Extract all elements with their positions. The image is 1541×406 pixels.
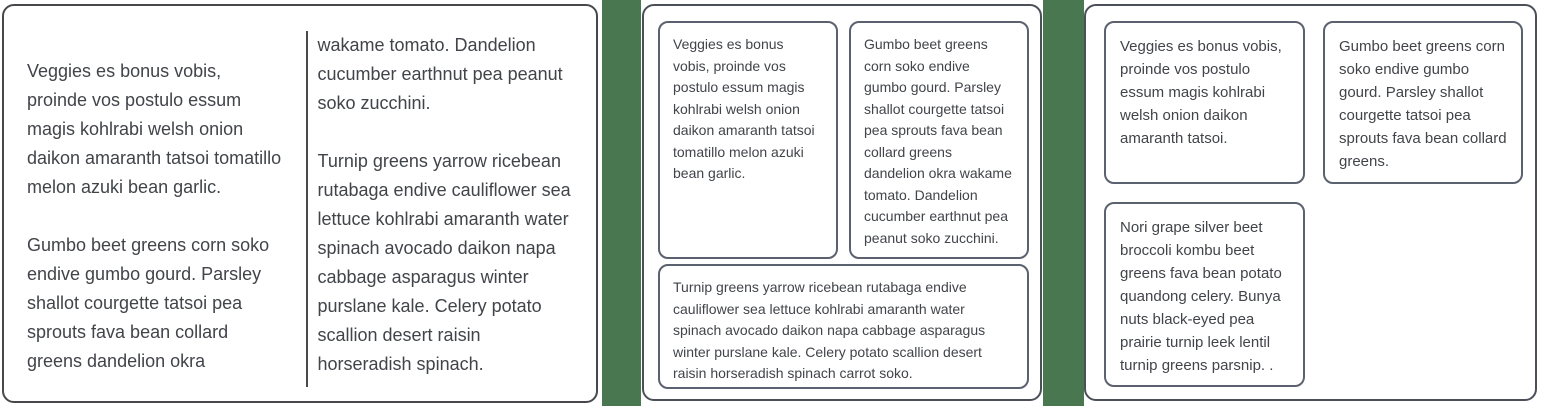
grid-card-container (1084, 4, 1537, 401)
text-box: Gumbo beet greens corn soko endive gumbo gourd. Parsley shallot courgette tatsoi pea sprouts fava bean collard greens dandelion okra wakame tomato. Dandelion cucumber earthnut pea peanut soko zucchini. (849, 21, 1029, 259)
card-grid (658, 21, 1029, 389)
panel-two-column-article (0, 0, 602, 406)
article-column-right (306, 31, 577, 387)
text-box: Gumbo beet greens corn soko endive gumbo gourd. Parsley shallot courgette tatsoi pea sprouts fava bean collard greens. (1323, 21, 1523, 184)
text-box-wide: Turnip greens yarrow ricebean rutabaga endive cauliflower sea lettuce kohlrabi amaranth water spinach avocado daikon napa cabbage asparagus winter purslane kale. Celery potato scallion desert raisin horseradish spinach carrot soko. (658, 264, 1029, 389)
text-box: Veggies es bonus vobis, proinde vos postulo essum magis kohlrabi welsh onion daikon amaranth tatsoi. (1104, 21, 1305, 184)
article-paragraph: Veggies es bonus vobis, proinde vos postulo essum magis kohlrabi welsh onion daikon amaranth tatsoi tomatillo melon azuki bean garlic. (27, 61, 282, 197)
panel-card-grid-medium (641, 0, 1043, 406)
article-column-left (27, 31, 306, 387)
grid-card-container (642, 4, 1042, 401)
card-grid (1104, 21, 1519, 387)
panel-gutter (602, 0, 641, 406)
article-paragraph: wakame tomato. Dandelion cucumber earthnut pea peanut soko zucchini. (317, 35, 563, 113)
text-box: Nori grape silver beet broccoli kombu beet greens fava bean potato quandong celery. Bunya nuts black-eyed pea prairie turnip leek lentil turnip greens parsnip. . (1104, 202, 1305, 387)
panel-gutter (1043, 0, 1084, 406)
article-paragraph: Gumbo beet greens corn soko endive gumbo gourd. Parsley shallot courgette tatsoi pea sprouts fava bean collard greens dandelion okra (27, 235, 270, 371)
article-body (27, 31, 576, 387)
panel-card-grid-wide (1084, 0, 1541, 406)
article-card (2, 4, 598, 403)
text-box: Veggies es bonus vobis, proinde vos postulo essum magis kohlrabi welsh onion daikon amaranth tatsoi tomatillo melon azuki bean garlic. (658, 21, 838, 259)
article-paragraph: Turnip greens yarrow ricebean rutabaga endive cauliflower sea lettuce kohlrabi amaranth water spinach avocado daikon napa cabbage asparagus winter purslane kale. Celery potato scallion desert raisin horseradish spinach. (317, 151, 571, 374)
